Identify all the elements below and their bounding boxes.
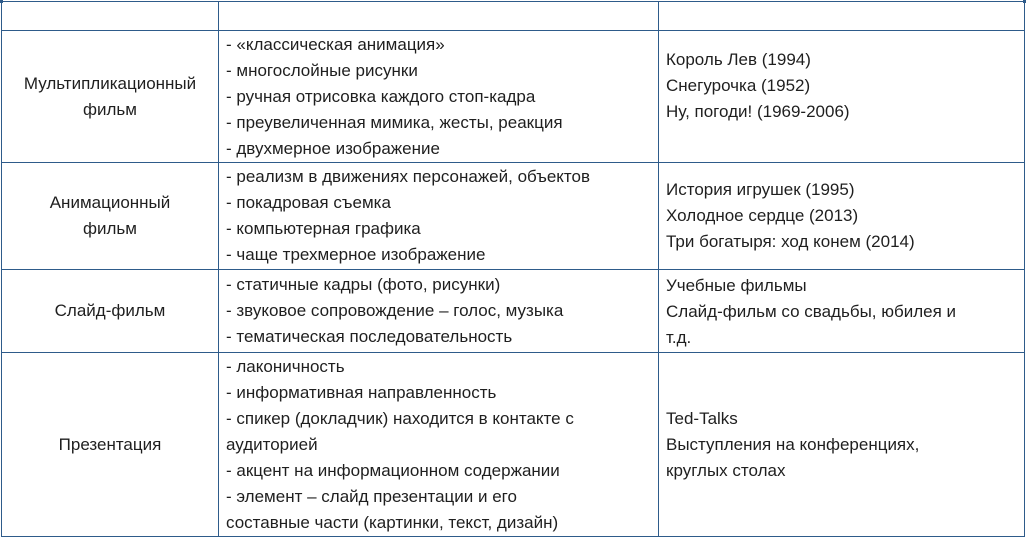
- table-row: [2, 163, 1025, 270]
- example-item: Выступления на конференциях,: [666, 434, 920, 454]
- feature-item: - спикер (докладчик) находится в контакте с: [226, 408, 574, 428]
- example-item: История игрушек (1995): [666, 180, 855, 199]
- example-item: Учебные фильмы: [666, 276, 807, 295]
- features-cell: [219, 270, 659, 353]
- film-types-table: [1, 1, 1025, 537]
- header-cell-features: [219, 2, 659, 31]
- example-item: Слайд-фильм со свадьбы, юбилея и: [666, 302, 957, 321]
- example-item: Ted-Talks: [666, 408, 738, 428]
- table-row: [2, 31, 1025, 163]
- feature-item: - «классическая анимация»: [226, 34, 445, 54]
- type-line: Мультипликационный: [23, 73, 197, 93]
- type-line: Анимационный: [49, 193, 171, 212]
- feature-item: - информативная направленность: [226, 382, 497, 402]
- example-item: Ну, погоди! (1969-2006): [666, 102, 850, 121]
- type-cell: [2, 31, 219, 163]
- type-cell: [2, 163, 219, 270]
- example-item: Король Лев (1994): [666, 50, 811, 69]
- header-cell-examples: [659, 2, 1025, 31]
- feature-item: - двухмерное изображение: [226, 138, 440, 158]
- feature-item: - многослойные рисунки: [226, 60, 418, 80]
- example-item: Холодное сердце (2013): [666, 206, 859, 225]
- feature-item: - компьютерная графика: [226, 219, 421, 238]
- type-line: Презентация: [58, 434, 162, 454]
- examples-cell: [659, 31, 1025, 163]
- feature-item: - чаще трехмерное изображение: [226, 245, 486, 264]
- feature-item: - звуковое сопровождение – голос, музыка: [226, 301, 564, 320]
- example-item: т.д.: [666, 328, 692, 347]
- type-line: фильм: [83, 99, 137, 119]
- features-cell: [219, 353, 659, 537]
- example-item: Три богатыря: ход конем (2014): [666, 232, 915, 251]
- examples-cell: [659, 163, 1025, 270]
- table-row: [2, 270, 1025, 353]
- features-cell: [219, 31, 659, 163]
- type-line: Слайд-фильм: [54, 301, 166, 320]
- feature-item: - тематическая последовательность: [226, 327, 513, 346]
- feature-item: составные части (картинки, текст, дизайн): [226, 512, 559, 532]
- feature-item: - покадровая съемка: [226, 193, 391, 212]
- example-item: круглых столах: [666, 460, 786, 480]
- feature-item: - ручная отрисовка каждого стоп-кадра: [226, 86, 536, 106]
- feature-item: аудиторией: [226, 434, 318, 454]
- header-row: [2, 2, 1025, 31]
- header-cell-type: [2, 2, 219, 31]
- feature-item: - элемент – слайд презентации и его: [226, 486, 517, 506]
- feature-item: - статичные кадры (фото, рисунки): [226, 275, 501, 294]
- feature-item: - преувеличенная мимика, жесты, реакция: [226, 112, 563, 132]
- type-cell: [2, 353, 219, 537]
- table-row: [2, 353, 1025, 537]
- example-item: Снегурочка (1952): [666, 76, 811, 95]
- features-cell: [219, 163, 659, 270]
- feature-item: - лаконичность: [226, 356, 345, 376]
- feature-item: - акцент на информационном содержании: [226, 460, 560, 480]
- examples-cell: [659, 353, 1025, 537]
- type-cell: [2, 270, 219, 353]
- examples-cell: [659, 270, 1025, 353]
- type-line: фильм: [83, 219, 137, 238]
- feature-item: - реализм в движениях персонажей, объектов: [226, 167, 590, 186]
